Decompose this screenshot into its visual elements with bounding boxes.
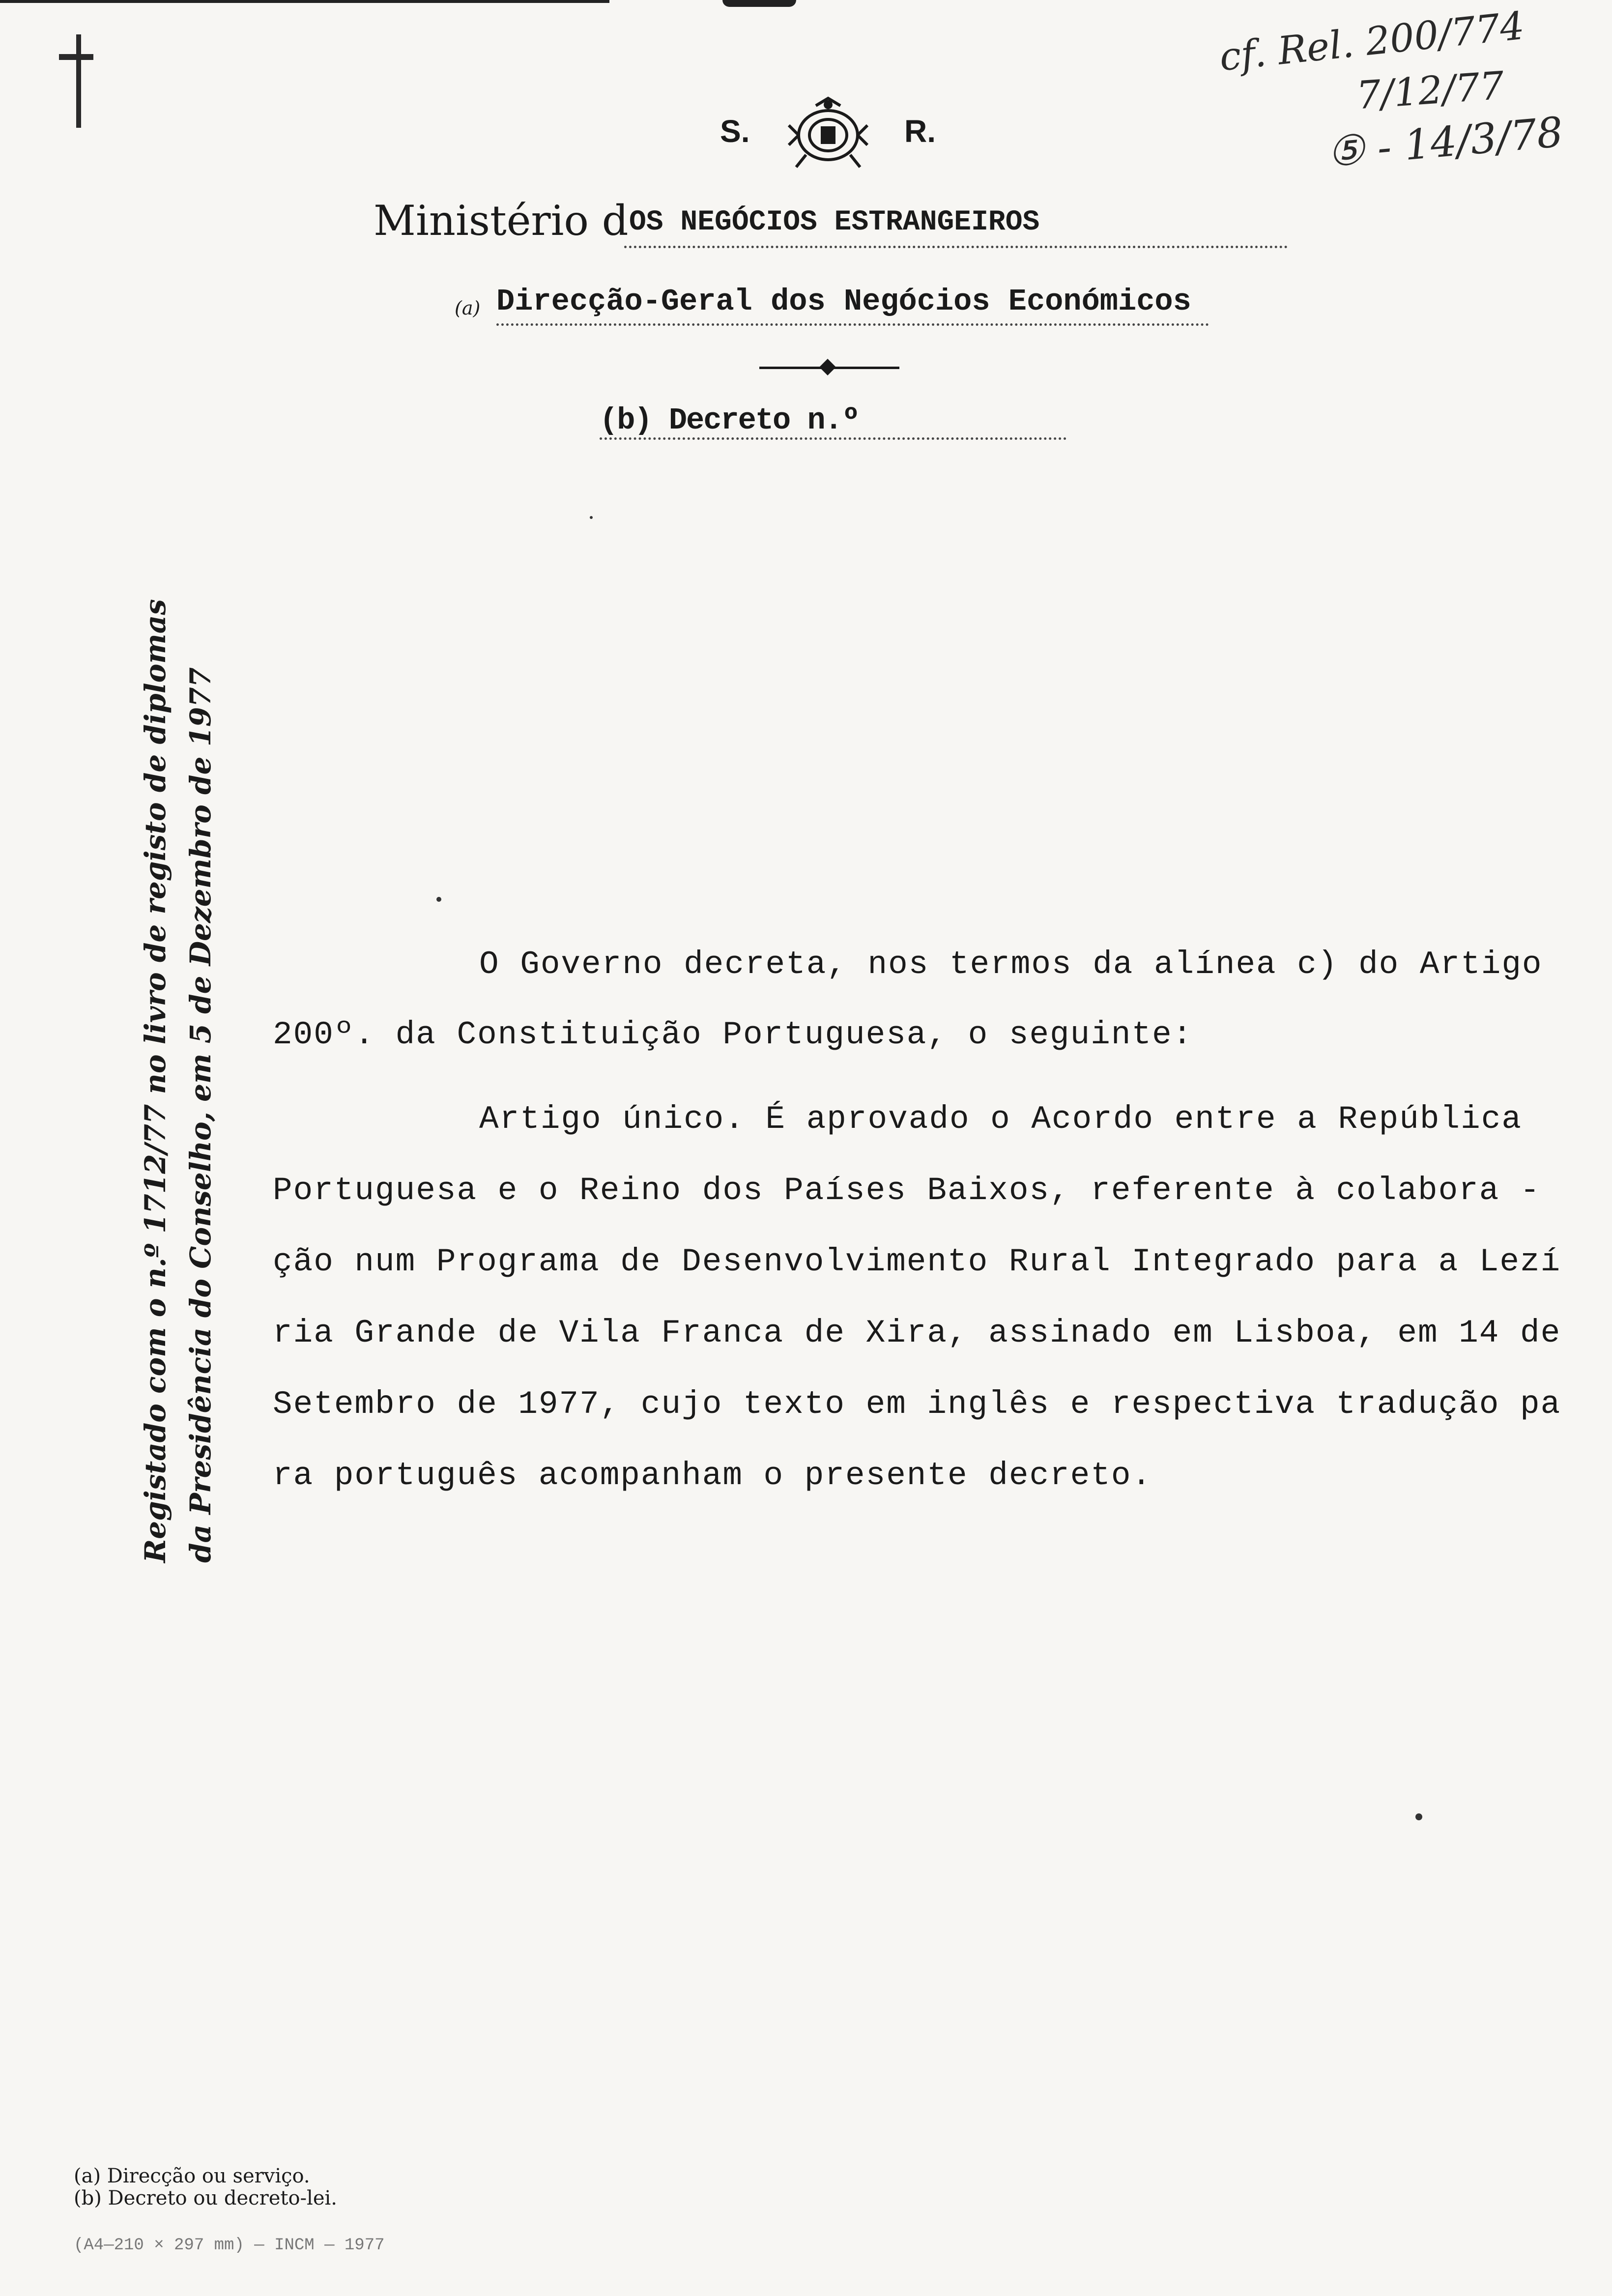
coat-of-arms-icon [786, 96, 870, 170]
body-line: ria Grande de Vila Franca de Xira, assinado em Lisboa, em 14 de [273, 1315, 1561, 1351]
ministry-label: Ministério d [374, 197, 629, 245]
top-cut-rule [0, 0, 609, 3]
sr-right-letter: R. [904, 114, 936, 149]
direction-value: Direcção-Geral dos Negócios Económicos [496, 284, 1191, 319]
direction-marker: (a) [455, 297, 481, 319]
decreto-dotted-line [600, 437, 1066, 440]
direction-dotted-line [496, 323, 1209, 326]
handwritten-date: 7/12/77 [1355, 63, 1506, 118]
registration-side-stamp [133, 599, 223, 1563]
handwritten-reference: cf. Rel. 200/774 [1217, 3, 1526, 80]
body-line: ra português acompanham o presente decreto. [273, 1457, 1152, 1494]
body-line: 200º. da Constituição Portuguesa, o seguinte: [273, 1016, 1193, 1053]
ministry-dotted-line [624, 246, 1288, 248]
footnote-b: (b) Decreto ou decreto-lei. [74, 2187, 338, 2210]
body-line: Setembro de 1977, cujo texto em inglês e respectiva tradução pa [273, 1386, 1561, 1423]
left-margin-mark-bar [59, 54, 93, 60]
registration-line-2: da Presidência do Conselho, em 5 de Dezembro de 1977 [184, 667, 217, 1563]
ink-speck [1415, 1813, 1422, 1820]
footnote-a: (a) Direcção ou serviço. [74, 2165, 310, 2187]
ink-speck [590, 516, 593, 519]
ink-speck [436, 897, 441, 902]
top-ink-mark [722, 0, 796, 7]
registration-line-1: Registado com o n.º 1712/77 no livro de registo de diplomas [139, 599, 172, 1563]
body-line: Portuguesa e o Reino dos Países Baixos, referente à colabora - [273, 1172, 1541, 1209]
ministry-value: OS NEGÓCIOS ESTRANGEIROS [629, 206, 1040, 238]
ornament-diamond-icon [819, 359, 836, 375]
handwritten-stamp-date: ⑤ - 14/3/78 [1325, 108, 1565, 176]
left-margin-mark [76, 34, 81, 128]
body-line: O Governo decreta, nos termos da alínea c) do Artigo [479, 946, 1543, 983]
decreto-line: (b) Decreto n.º [600, 403, 860, 438]
sr-left-letter: S. [720, 114, 750, 149]
form-code: (A4—210 × 297 mm) — INCM — 1977 [74, 2236, 385, 2255]
body-line: Artigo único. É aprovado o Acordo entre a República [479, 1101, 1522, 1138]
body-line: ção num Programa de Desenvolvimento Rural Integrado para a Lezí [273, 1243, 1561, 1280]
